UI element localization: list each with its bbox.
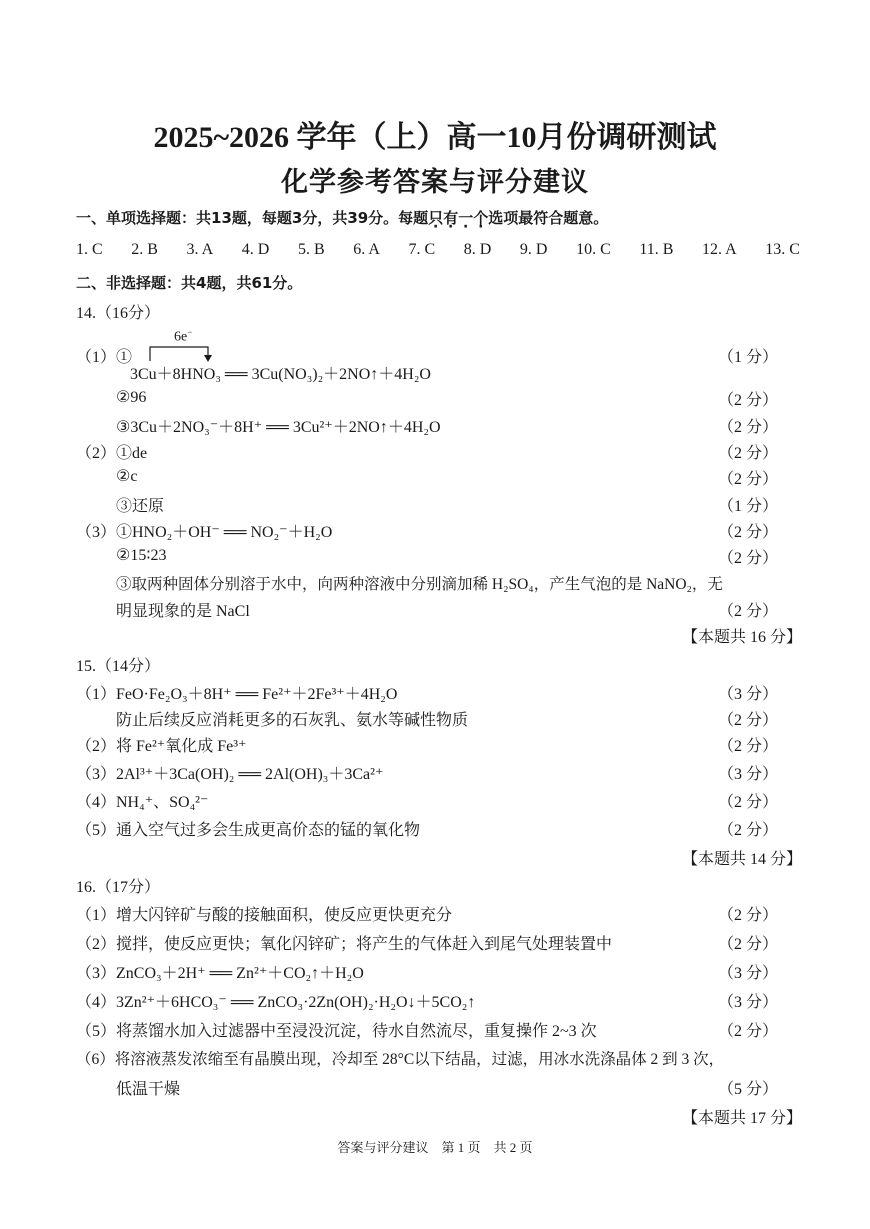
q15-line: （5）通入空气过多会生成更高价态的锰的氧化物 bbox=[76, 822, 421, 839]
q14-score: （2 分） bbox=[718, 524, 779, 541]
q14-score: （2 分） bbox=[718, 471, 779, 488]
q15-header: 15.（14分） bbox=[76, 658, 161, 675]
q16-line: （3）ZnCO₃＋2H⁺ ══ Zn²⁺＋CO₂↑＋H₂O bbox=[76, 965, 364, 982]
q14-line: （1）① bbox=[76, 349, 133, 366]
q16-score: （2 分） bbox=[718, 936, 779, 953]
q16-total: 【本题共 17 分】 bbox=[682, 1110, 803, 1127]
emphasis-char: 个 bbox=[473, 209, 489, 227]
q16-score: （2 分） bbox=[718, 1023, 779, 1040]
q14-score: （2 分） bbox=[718, 550, 779, 567]
q15-score: （2 分） bbox=[718, 712, 779, 729]
q16-score: （3 分） bbox=[718, 994, 779, 1011]
q16-header: 16.（17分） bbox=[76, 879, 161, 896]
q15-total: 【本题共 14 分】 bbox=[682, 851, 803, 868]
answer-row bbox=[76, 241, 800, 259]
title-line-1: 2025~2026 学年（上）高一10月份调研测试 bbox=[153, 121, 717, 154]
q15-score: （2 分） bbox=[718, 822, 779, 839]
q14-equation: 3Cu＋8HNO₃ ══ 3Cu(NO₃)₂＋2NO↑＋4H₂O bbox=[130, 366, 431, 383]
q16-line: （4）3Zn²⁺＋6HCO₃⁻ ══ ZnCO₃·2Zn(OH)₂·H₂O↓＋5CO₂↑ bbox=[76, 994, 476, 1011]
section-2-heading: 二、非选择题：共4题，共61分。 bbox=[76, 274, 303, 292]
q16-score: （2 分） bbox=[718, 907, 779, 924]
answer-item: 10. C bbox=[576, 241, 611, 258]
q16-line: （5）将蒸馏水加入过滤器中至浸没沉淀，待水自然流尽，重复操作 2~3 次 bbox=[76, 1023, 597, 1040]
q15-line: （3）2Al³⁺＋3Ca(OH)₂ ══ 2Al(OH)₃＋3Ca²⁺ bbox=[76, 766, 384, 783]
q15-score: （2 分） bbox=[718, 794, 779, 811]
section-1-tail-text: 选项最符合题意。 bbox=[488, 209, 609, 227]
q15-line: （2）将 Fe²⁺氧化成 Fe³⁺ bbox=[76, 738, 247, 755]
q14-line: ③还原 bbox=[116, 498, 165, 515]
answer-item: 2. B bbox=[131, 241, 158, 258]
q14-line: （3）①HNO₂＋OH⁻ ══ NO₂⁻＋H₂O bbox=[76, 524, 333, 541]
q14-score: （2 分） bbox=[718, 603, 779, 620]
q14-line: ②96 bbox=[116, 389, 147, 406]
emphasis-char: 有 bbox=[443, 209, 459, 227]
q16-line: （6）将溶液蒸发浓缩至有晶膜出现，冷却至 28°C以下结晶，过滤，用冰水洗涤晶体 2 到 3 次， bbox=[76, 1051, 725, 1068]
section-1-head-text: 一、单项选择题：共13题，每题3分，共39分。每题 bbox=[76, 209, 429, 227]
answer-item: 9. D bbox=[519, 241, 548, 258]
q15-score: （3 分） bbox=[718, 766, 779, 783]
emphasis-char: 只 bbox=[428, 209, 444, 227]
answer-item: 8. D bbox=[463, 241, 492, 258]
answer-item: 12. A bbox=[702, 241, 737, 258]
q16-line: 低温干燥 bbox=[116, 1081, 181, 1098]
q14-total: 【本题共 16 分】 bbox=[682, 629, 803, 646]
answer-item: 6. A bbox=[353, 241, 380, 258]
answer-item: 7. C bbox=[408, 241, 436, 258]
electron-label: 6e− bbox=[174, 327, 193, 345]
answer-item: 1. C bbox=[76, 241, 103, 258]
q14-line: ③3Cu＋2NO₃⁻＋8H⁺ ══ 3Cu²⁺＋2NO↑＋4H₂O bbox=[116, 419, 441, 436]
emphasis-char: 一 bbox=[458, 209, 474, 227]
answer-item: 5. B bbox=[297, 241, 325, 258]
q16-line: （1）增大闪锌矿与酸的接触面积，使反应更快更充分 bbox=[76, 907, 453, 924]
q16-line: （2）搅拌，使反应更快；氧化闪锌矿；将产生的气体赶入到尾气处理装置中 bbox=[76, 936, 613, 953]
q15-line: （4）NH₄⁺、SO₄²⁻ bbox=[76, 794, 209, 811]
q14-line: ③取两种固体分别溶于水中，向两种溶液中分别滴加稀 H₂SO₄，产生气泡的是 NaNO₂，无 bbox=[116, 576, 723, 593]
q14-line: ②15∶23 bbox=[116, 547, 167, 564]
q14-line: （2）①de bbox=[76, 445, 148, 462]
title-line-2: 化学参考答案与评分建议 bbox=[281, 167, 589, 197]
q15-score: （2 分） bbox=[718, 738, 779, 755]
q15-line: 防止后续反应消耗更多的石灰乳、氨水等碱性物质 bbox=[116, 712, 469, 729]
answer-item: 13. C bbox=[765, 241, 800, 258]
section-1-heading bbox=[76, 207, 608, 228]
q14-score: （2 分） bbox=[718, 392, 779, 409]
answer-item: 4. D bbox=[241, 241, 270, 258]
q16-score: （5 分） bbox=[718, 1081, 779, 1098]
q15-line: （1）FeO·Fe₂O₃＋8H⁺ ══ Fe²⁺＋2Fe³⁺＋4H₂O bbox=[76, 686, 398, 703]
q14-score: （1 分） bbox=[718, 349, 779, 366]
q16-score: （3 分） bbox=[718, 965, 779, 982]
q14-score: （1 分） bbox=[718, 498, 779, 515]
answer-item: 11. B bbox=[639, 241, 674, 258]
q14-line: 明显现象的是 NaCl bbox=[116, 603, 250, 620]
page-footer: 答案与评分建议 第 1 页 共 2 页 bbox=[337, 1140, 533, 1155]
answer-item: 3. A bbox=[186, 241, 214, 258]
q14-score: （2 分） bbox=[718, 445, 779, 462]
q14-score: （2 分） bbox=[718, 419, 779, 436]
q15-score: （3 分） bbox=[718, 686, 779, 703]
q14-header: 14.（16分） bbox=[76, 305, 161, 322]
q14-line: ②c bbox=[116, 468, 138, 485]
